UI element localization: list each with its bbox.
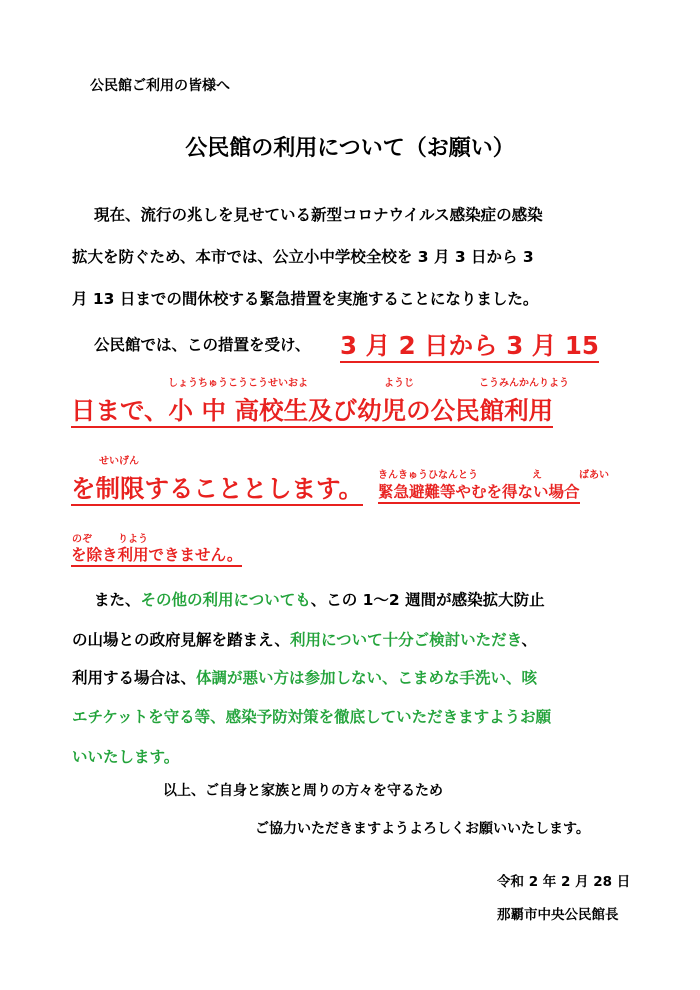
notice-limit-text: を制限することとします。 (71, 474, 363, 506)
notice-line-6-small (378, 480, 580, 502)
green-highlight: 利用について十分ご検討いただき (289, 631, 522, 649)
page-title: 公民館の利用について（お願い） (185, 136, 515, 161)
ruby-kouminkanriyou: こうみんかんりよう (479, 378, 569, 389)
body-line-1: 現在、流行の兆しを見せている新型コロナウイルス感染症の感染 (94, 206, 543, 224)
salutation: 公民館ご利用の皆様へ (90, 78, 230, 94)
ruby-youji: ようじ (384, 378, 414, 389)
notice-line-4 (340, 327, 599, 362)
body-line-8: また、その他の利用についても、この 1～2 週間が感染拡大防止 (94, 591, 545, 609)
closing-line-1: 以上、ご自身と家族と周りの方々を守るため (163, 783, 443, 799)
notice-line-6 (71, 470, 363, 505)
body-line-4-lead: 公民館では、この措置を受け、 (94, 336, 311, 354)
notice-unavailable-text: を除き利用できません。 (71, 546, 242, 567)
ruby-riyou: りよう (118, 534, 148, 545)
body-line-2: 拡大を防ぐため、本市では、公立小中学校全校を 3 月 3 日から 3 (72, 248, 534, 266)
closing-line-2: ご協力いただきますようよろしくお願いいたします。 (255, 821, 590, 837)
notice-restriction-text: 日まで、小 中 高校生及び幼児の公民館利用 (71, 396, 553, 428)
notice-line-5 (71, 392, 553, 427)
ruby-baai: ばあい (579, 470, 609, 481)
body-line-10: 利用する場合は、体調が悪い方は参加しない、こまめな手洗い、咳 (72, 669, 538, 687)
ruby-shouchuukoukousei: しょうちゅうこうこうせいおよ (168, 378, 308, 389)
ruby-kinkyuuhinantou: きんきゅうひなんとう (378, 470, 478, 481)
notice-dates-text: 3 月 2 日から 3 月 15 (340, 331, 599, 363)
issue-date: 令和 2 年 2 月 28 日 (497, 874, 631, 890)
green-highlight: その他の利用についても (140, 591, 311, 609)
green-highlight: 体調が悪い方は参加しない、こまめな手洗い、咳 (196, 669, 538, 687)
ruby-nozo: のぞ (72, 534, 92, 545)
body-line-12: いいたします。 (72, 748, 180, 766)
body-line-3: 月 13 日までの間休校する緊急措置を実施することになりました。 (72, 290, 539, 308)
body-line-9: の山場との政府見解を踏まえ、利用について十分ご検討いただき、 (72, 631, 538, 649)
body-line-11: エチケットを守る等、感染予防対策を徹底していただきますようお願 (72, 708, 552, 726)
notice-line-7 (71, 543, 242, 565)
signature: 那覇市中央公民館長 (497, 907, 619, 923)
ruby-e: え (532, 470, 542, 481)
ruby-seigen: せいげん (99, 456, 139, 467)
notice-exception-text: 緊急避難等やむを得ない場合 (378, 483, 580, 504)
